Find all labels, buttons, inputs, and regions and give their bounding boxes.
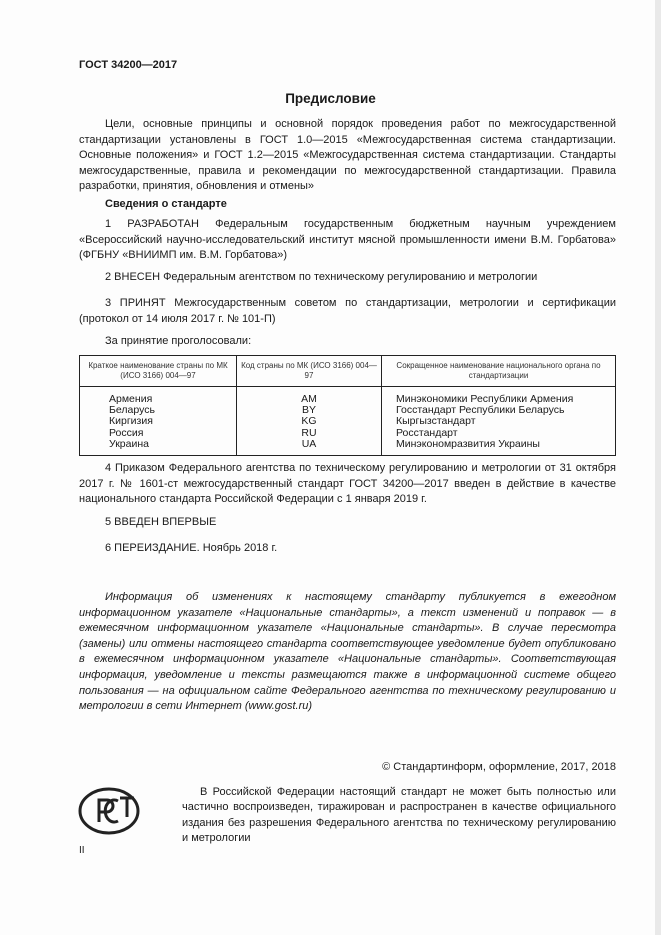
item-enacted: 4 Приказом Федерального агентства по техническому регулированию и метрологии от 31 октября 2017 г. № 1601-ст межгосударственный стандарт ГОСТ 34200—2017 введен в действие в качестве национального стандарта Российской Федерации с 1 января 2019 г.	[79, 462, 616, 506]
preface-intro: Цели, основные принципы и основной порядок проведения работ по межгосударственной стандартизации установлены в ГОСТ 1.0—2015 «Межгосударственная система стандартизации. Основные положения» и ГОСТ 1.2—2015 «Межгосударственная система стандартизации. Стандарты межгосударственные, правила и рекомендации по межгосударственной стандартизации. Правила разработки, принятия, обновления и отмены»	[79, 118, 616, 193]
preface-title: Предисловие	[285, 91, 376, 106]
amendments-notice: Информация об изменениях к настоящему стандарту публикуется в ежегодном информационном указателе «Национальные стандарты», а текст изменений и поправок — в ежемесячном информационном указателе «Национальные стандарты». В случае пересмотра (замены) или отмены настоящего стандарта соответствующее уведомление будет опубликовано в ежемесячном информационном указателе «Национальные стандарты». Соответствующая информация, уведомление и тексты размещаются также в информационной системе общего пользования — на официальном сайте Федерального агентства по техническому регулированию и метрологии в сети Интернет (www.gost.ru)	[79, 591, 616, 713]
country-cell: Украина	[80, 439, 237, 456]
copyright-line: © Стандартинформ, оформление, 2017, 2018	[382, 761, 616, 773]
code-cell: BY	[237, 405, 382, 416]
document-code: ГОСТ 34200—2017	[79, 59, 178, 71]
code-cell: RU	[237, 428, 382, 439]
code-cell: AM	[237, 387, 382, 406]
body-cell: Госстандарт Республики Беларусь	[382, 405, 616, 416]
body-cell: Минэкономики Республики Армения	[382, 387, 616, 406]
page-number: II	[79, 845, 85, 856]
body-cell: Минэкономразвития Украины	[382, 439, 616, 456]
table-row	[80, 405, 616, 416]
item-reissue: 6 ПЕРЕИЗДАНИЕ. Ноябрь 2018 г.	[105, 542, 278, 554]
header-national-body: Сокращенное наименование национального органа по стандартизации	[382, 356, 616, 387]
body-cell: Кыргызстандарт	[382, 416, 616, 427]
country-cell: Армения	[80, 387, 237, 406]
code-cell: KG	[237, 416, 382, 427]
table-row	[80, 439, 616, 456]
code-cell: UA	[237, 439, 382, 456]
header-country: Краткое наименование страны по МК (ИСО 3166) 004—97	[80, 356, 237, 387]
item-introduced: 2 ВНЕСЕН Федеральным агентством по техническому регулированию и метрологии	[105, 271, 538, 283]
table-row	[80, 387, 616, 406]
item-adopted: 3 ПРИНЯТ Межгосударственным советом по стандартизации, метрологии и сертификации (протокол от 14 июля 2017 г. № 101-П)	[79, 297, 616, 325]
country-cell: Киргизия	[80, 416, 237, 427]
body-cell: Росстандарт	[382, 428, 616, 439]
item-first-edition: 5 ВВЕДЕН ВПЕРВЫЕ	[105, 516, 217, 528]
page-edge	[655, 0, 661, 935]
header-code: Код страны по МК (ИСО 3166) 004—97	[237, 356, 382, 387]
vote-table-header	[80, 356, 616, 387]
pct-logo-icon	[78, 786, 140, 841]
vote-table	[79, 355, 616, 456]
country-cell: Беларусь	[80, 405, 237, 416]
country-cell: Россия	[80, 428, 237, 439]
table-row	[80, 416, 616, 427]
vote-intro: За принятие проголосовали:	[105, 335, 252, 347]
reproduction-restriction: В Российской Федерации настоящий стандарт не может быть полностью или частично воспроизведен, тиражирован и распространен в качестве официального издания без разрешения Федерального агентства по техническому регулированию и метрологии	[182, 786, 616, 845]
item-developed: 1 РАЗРАБОТАН Федеральным государственным бюджетным научным учреждением «Всероссийский научно-исследовательский институт мясной промышленности имени В.М. Горбатова» (ФГБНУ «ВНИИМП им. В.М. Горбатова»)	[79, 218, 616, 262]
section-title: Сведения о стандарте	[105, 198, 227, 210]
